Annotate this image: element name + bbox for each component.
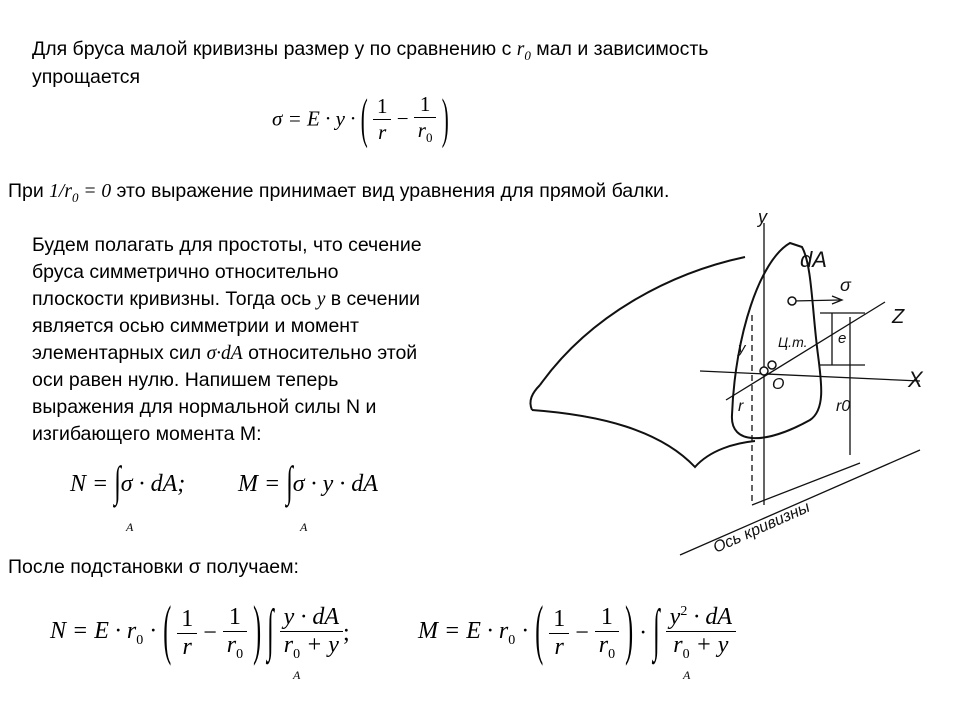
beam-bottom-edge	[532, 410, 755, 467]
curved-beam-diagram	[520, 205, 940, 565]
paragraph-line-3: плоскости кривизны. Тогда ось y в сечении	[32, 288, 421, 310]
intro-var-r0: $r_0$	[516, 39, 531, 63]
frac-1-r0: $\frac{1}{r_0}$	[414, 92, 437, 146]
formula-m-integral: M = ∫σ · y · dA	[238, 460, 378, 507]
intro-prefix: Для бруса малой кривизны размер у по сравнению с	[32, 38, 517, 60]
centroid-point	[768, 361, 776, 369]
label-x: X	[908, 367, 923, 392]
intro-suffix: мал и зависимость	[530, 38, 709, 60]
dA-point	[788, 297, 796, 305]
beam-left-edge	[530, 385, 540, 410]
z-axis	[726, 302, 885, 400]
paragraph-line-5: элементарных сил σ·dA относительно этой	[32, 342, 418, 364]
paragraph-line-1: Будем полагать для простоты, что сечение	[32, 234, 422, 256]
straight-beam-line: При $1/r_0 = 0$ это выражение принимает вид уравнения для прямой балки.	[8, 180, 670, 205]
paragraph-line-6: оси равен нулю. Напишем теперь	[32, 369, 339, 391]
int-sub-n: A	[126, 520, 134, 534]
origin-point	[760, 367, 768, 375]
label-sigma: σ	[840, 275, 851, 295]
label-e: e	[838, 330, 847, 347]
formula-n-integral: N = ∫σ · dA;	[70, 460, 186, 507]
beam-top-edge	[540, 257, 745, 385]
int-sub-m-final: A	[683, 668, 691, 682]
paragraph-line-4: является осью симметрии и момент	[32, 315, 359, 337]
label-dA: dA	[800, 247, 827, 272]
x-axis	[700, 371, 920, 381]
frac-1-r: $\frac{1}{r}$	[373, 94, 392, 145]
formula-sigma: σ = E · y · ( $\frac{1}{r}$ − $\frac{1}{r_0}$ )	[272, 86, 449, 149]
paragraph-line-2: бруса симметрично относительно	[32, 261, 339, 283]
label-z: Z	[892, 306, 905, 328]
intro-line-2: упрощается	[32, 66, 141, 88]
label-y: y	[758, 207, 767, 227]
after-subst-line: После подстановки σ получаем:	[8, 556, 299, 578]
label-r: r	[738, 398, 744, 415]
paragraph-line-8: изгибающего момента М:	[32, 423, 262, 445]
label-curvature-axis: Ось кривизны	[710, 498, 813, 557]
label-r0: r0	[836, 398, 851, 415]
int-sub-n-final: A	[293, 668, 301, 682]
formula-m-final: $M = E \cdot r_0$ · ( $\frac{1}{r}$ − $\frac{1}{r_0}$ ) · ∫ $\frac{y^2 \cdot dA}{r_0 + y}$	[418, 604, 736, 663]
label-o: O	[772, 376, 785, 393]
label-y-dim: y	[738, 340, 746, 357]
label-centroid: Ц.т.	[778, 334, 808, 350]
sigma-arrow	[792, 300, 840, 301]
formula-n-final: $N = E \cdot r_0$ · ( $\frac{1}{r}$ − $\frac{1}{r_0}$ ) ∫ $\frac{y \cdot dA}{r_0 + y}$ ;	[50, 595, 350, 669]
int-sub-m: A	[300, 520, 308, 534]
paragraph-line-7: выражения для нормальной силы N и	[32, 396, 377, 418]
